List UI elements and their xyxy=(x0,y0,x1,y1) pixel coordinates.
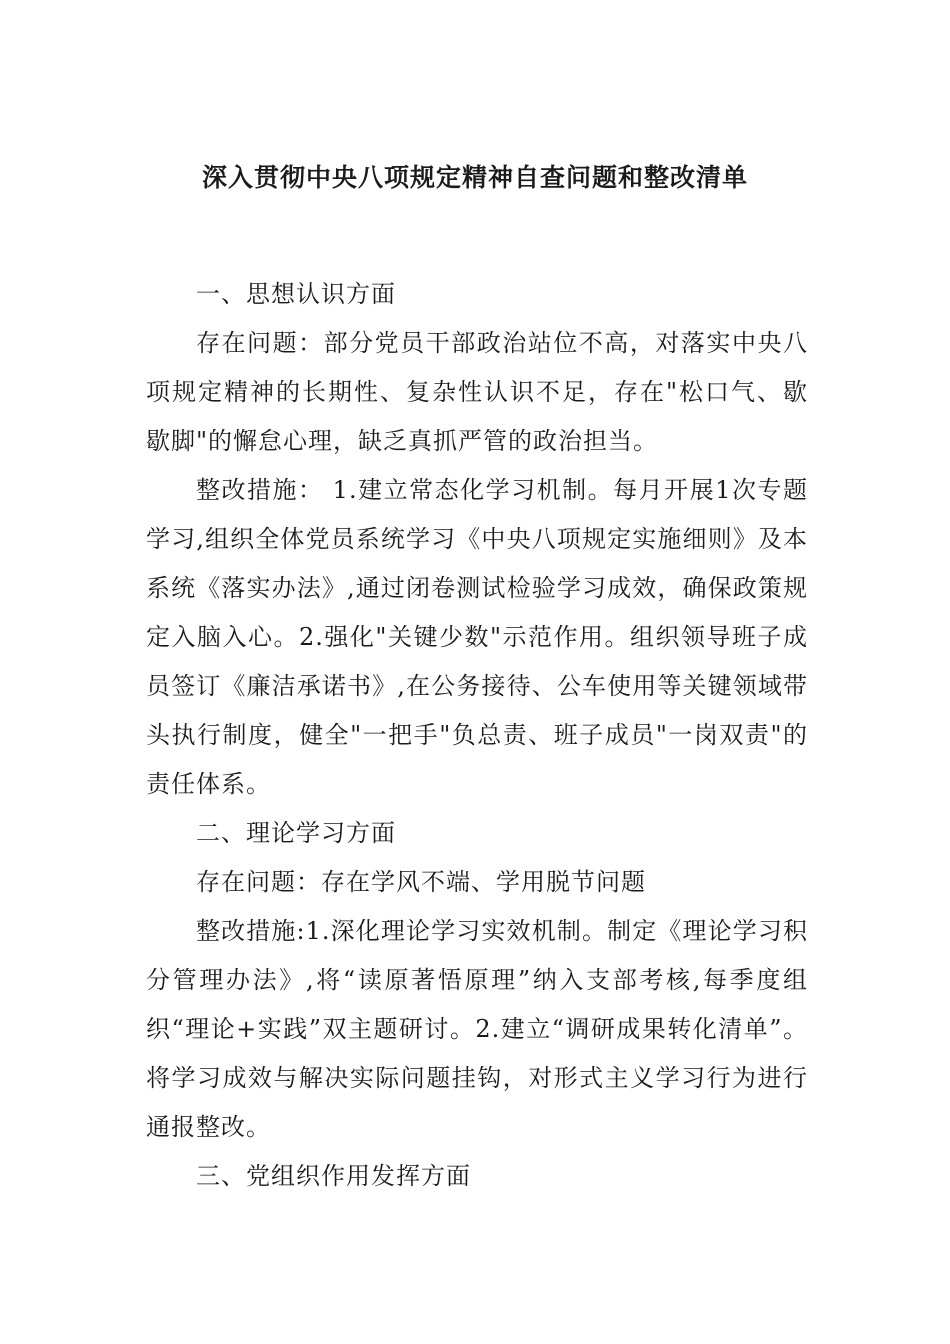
problem-paragraph-ideology: 存在问题：部分党员干部政治站位不高，对落实中央八项规定精神的长期性、复杂性认识不足，存在"松口气、歇歇脚"的懈怠心理，缺乏真抓严管的政治担当。 xyxy=(146,329,808,455)
section-heading-party-organization: 三、党组织作用发挥方面 xyxy=(196,1162,471,1190)
measures-paragraph-theory: 整改措施:1.深化理论学习实效机制。制定《理论学习积分管理办法》,将“读原著悟原理”纳入支部考核,每季度组织“理论+实践”双主题研讨。2.建立“调研成果转化清单”。将学习成效与解决实际问题挂钩，对形式主义学习行为进行通报整改。 xyxy=(146,917,808,1141)
measures-paragraph-ideology: 整改措施： 1.建立常态化学习机制。每月开展1次专题学习,组织全体党员系统学习《中央八项规定实施细则》及本系统《落实办法》,通过闭卷测试检验学习成效，确保政策规定入脑入心。2.强化"关键少数"示范作用。组织领导班子成员签订《廉洁承诺书》,在公务接待、公车使用等关键领域带头执行制度，健全"一把手"负总责、班子成员"一岗双责"的责任体系。 xyxy=(146,476,808,798)
section-heading-ideology: 一、思想认识方面 xyxy=(196,280,396,308)
problem-paragraph-theory: 存在问题：存在学风不端、学用脱节问题 xyxy=(196,868,646,896)
section-heading-theory: 二、理论学习方面 xyxy=(196,819,396,847)
document-title: 深入贯彻中央八项规定精神自查问题和整改清单 xyxy=(201,163,748,192)
document-body xyxy=(146,270,808,1201)
